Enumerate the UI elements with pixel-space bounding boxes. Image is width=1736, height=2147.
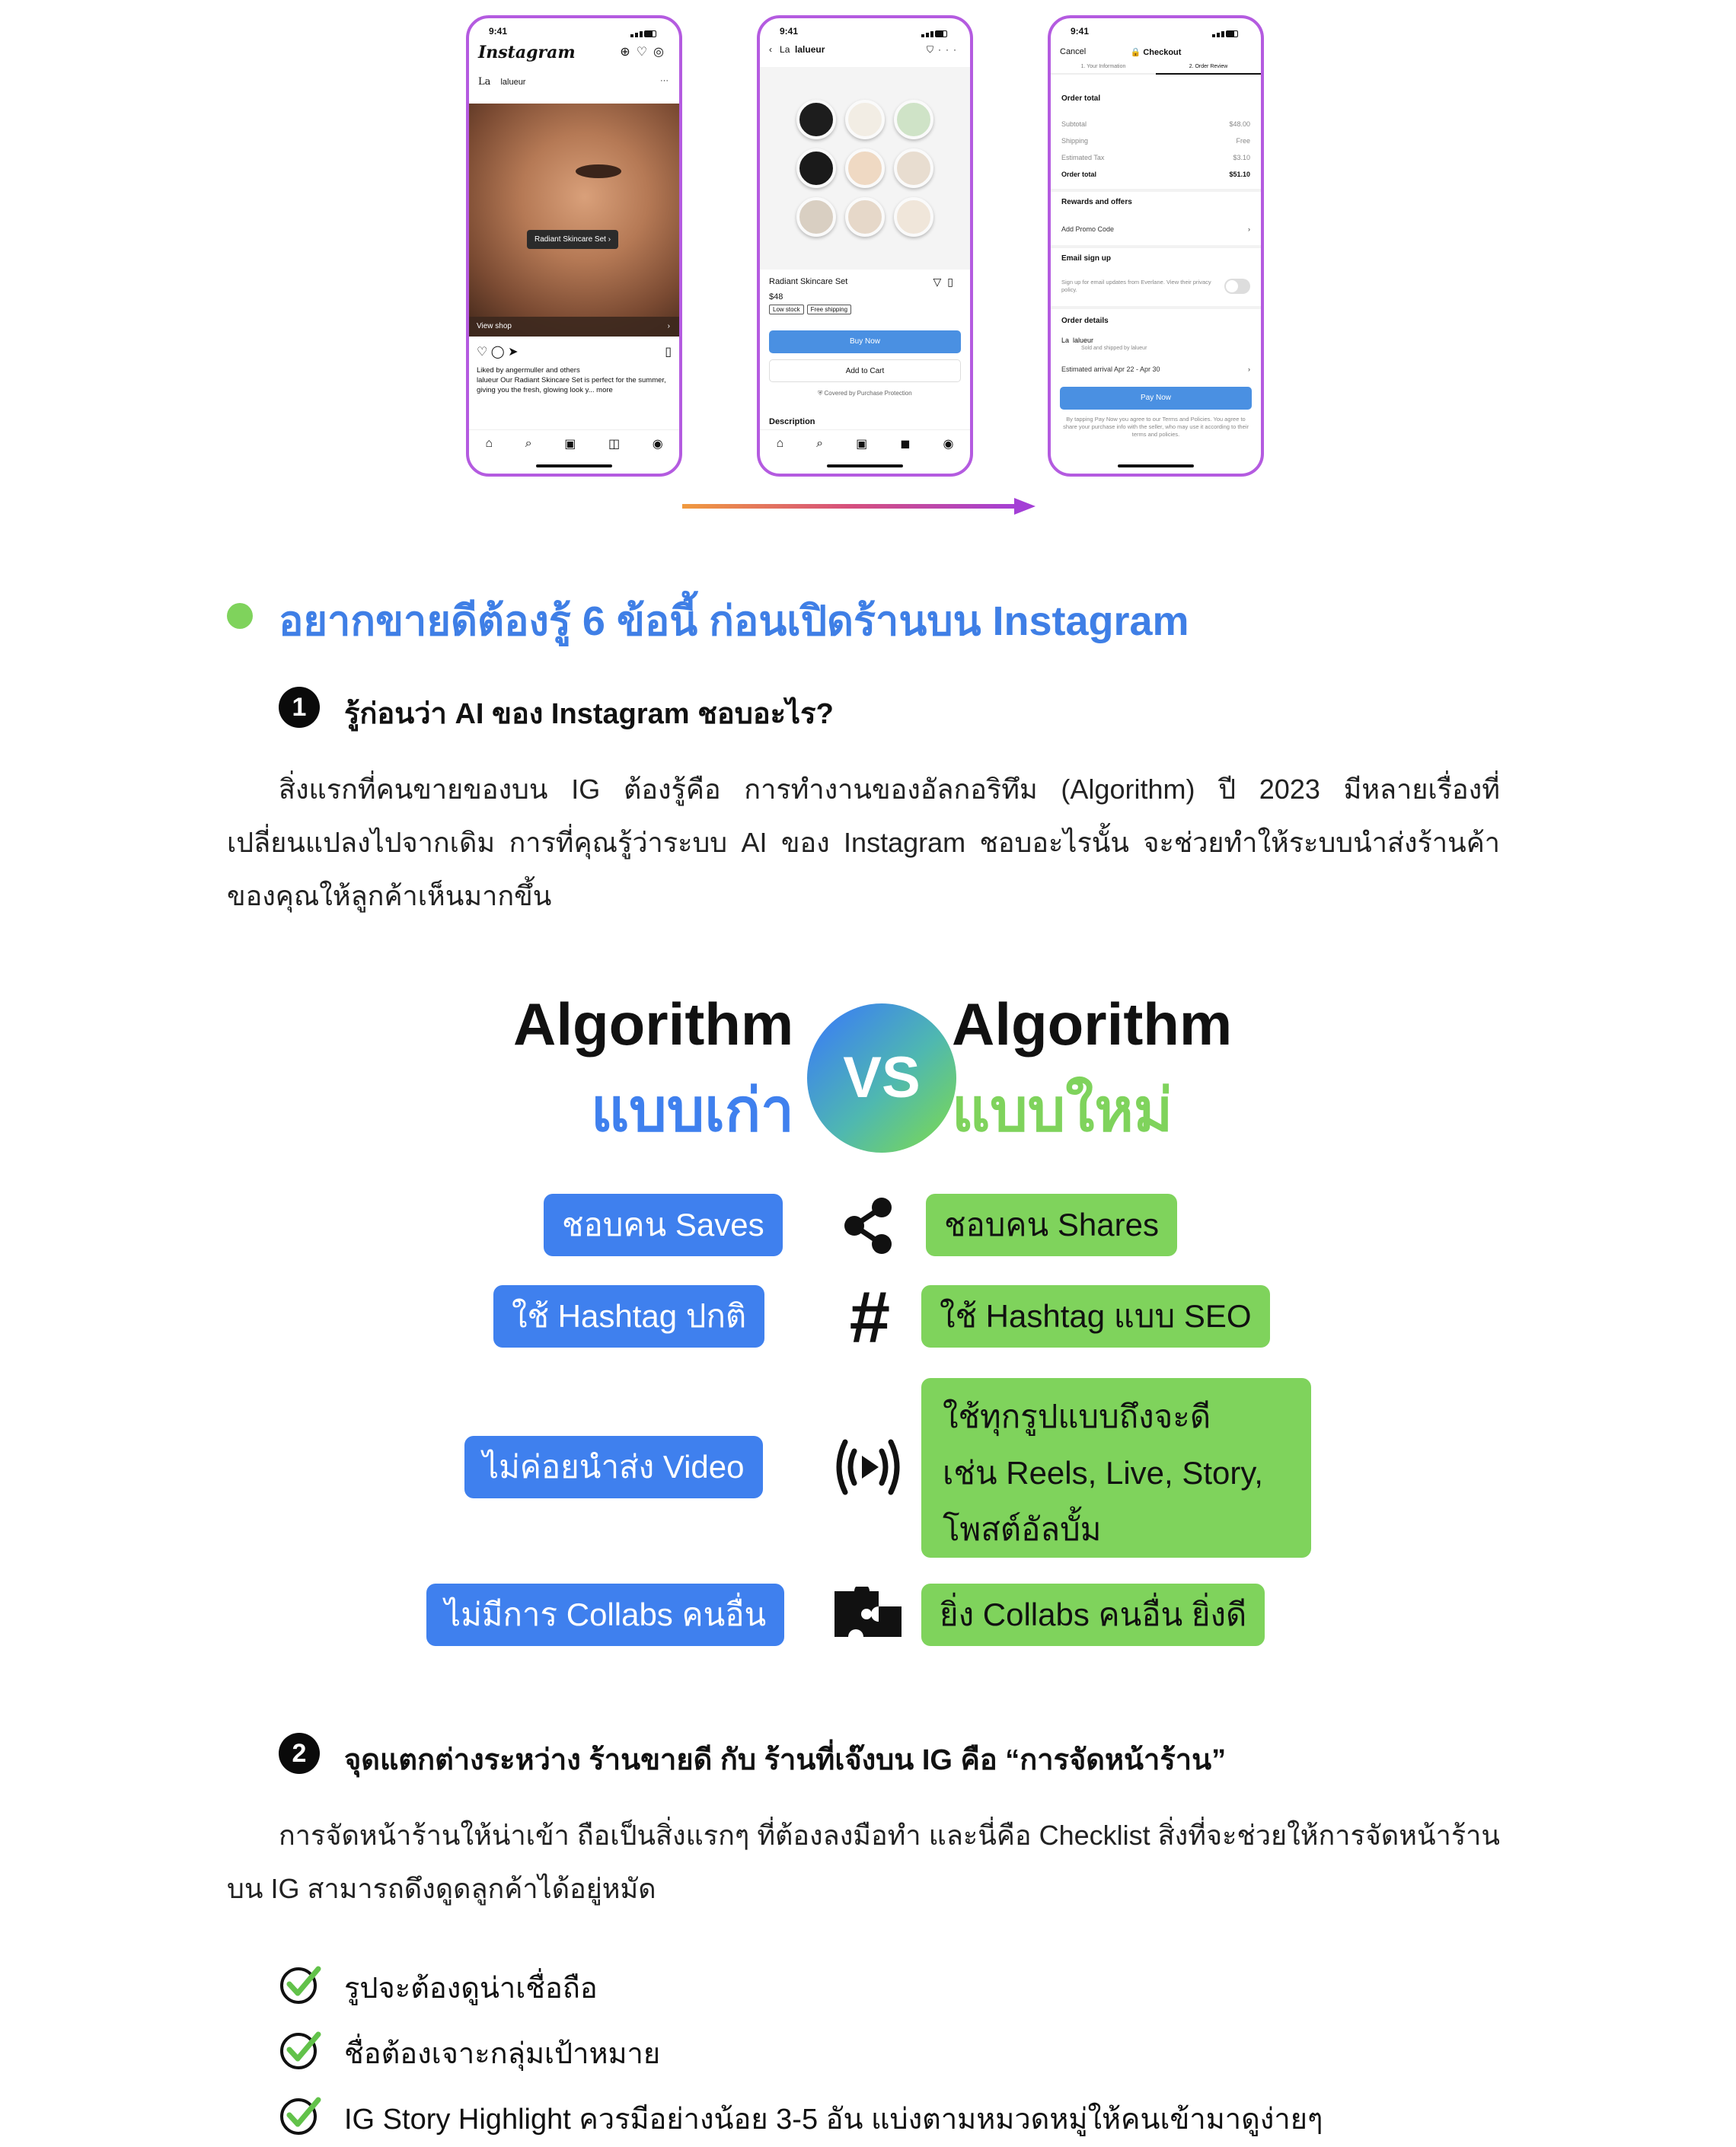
tax-row: Estimated Tax $3.10	[1061, 154, 1250, 161]
product-title: Radiant Skincare Set	[769, 277, 848, 286]
rewards-heading: Rewards and offers	[1061, 198, 1132, 206]
skincare-jar	[796, 197, 836, 237]
product-badges	[769, 306, 854, 313]
arrival-row[interactable]: Estimated arrival Apr 22 - Apr 30 ›	[1061, 365, 1250, 373]
instagram-logo: Instagram	[478, 43, 576, 62]
new-all-formats-line-3: โพสต์อัลบั้ม	[943, 1511, 1102, 1547]
view-shop-bar[interactable]	[469, 317, 679, 337]
send-icon[interactable]: ➤	[508, 346, 519, 359]
email-text: Sign up for email updates from Everlane. View their privacy policy.	[1061, 279, 1211, 293]
post-header	[478, 76, 670, 93]
step-information[interactable]: 1. Your Information	[1051, 64, 1156, 75]
flow-arrow	[682, 496, 1040, 516]
account-name[interactable]: lalueur	[795, 44, 825, 55]
post-photo[interactable]	[469, 104, 679, 337]
reels-icon[interactable]: ▣	[564, 437, 576, 451]
comment-icon[interactable]: ◯	[490, 346, 505, 359]
number-badge-1: 1	[279, 687, 320, 728]
old-algorithm-word: Algorithm	[513, 991, 794, 1058]
product-header	[769, 44, 961, 61]
post-caption	[477, 365, 672, 395]
status-time: 9:41	[780, 26, 799, 37]
order-details-heading: Order details	[1061, 317, 1109, 325]
cancel-button[interactable]: Cancel	[1060, 47, 1087, 56]
new-collabs: ยิ่ง Collabs คนอื่น ยิ่งดี	[921, 1584, 1265, 1646]
status-time: 9:41	[489, 26, 508, 37]
more-icon[interactable]: ···	[938, 44, 961, 55]
profile-icon[interactable]: ◉	[652, 437, 663, 451]
signal-battery-icon	[921, 27, 953, 34]
skincare-jar	[796, 100, 836, 139]
skincare-jar	[845, 197, 885, 237]
shop-icon[interactable]: ◼	[900, 437, 911, 451]
status-time: 9:41	[1071, 26, 1090, 37]
promo-code-row[interactable]: Add Promo Code ›	[1061, 225, 1250, 233]
description-heading[interactable]: Description	[769, 417, 815, 426]
more-icon[interactable]: ···	[660, 76, 669, 85]
new-all-formats-line-2: เช่น Reels, Live, Story,	[943, 1455, 1263, 1491]
heading-bullet	[227, 603, 253, 629]
email-heading: Email sign up	[1061, 254, 1112, 263]
step-order-review[interactable]: 2. Order Review	[1156, 64, 1261, 75]
pay-now-button[interactable]: Pay Now	[1060, 387, 1252, 410]
old-hashtag: ใช้ Hashtag ปกติ	[493, 1285, 764, 1348]
new-all-formats	[921, 1378, 1311, 1558]
reels-icon[interactable]: ▣	[856, 437, 868, 451]
checkout-steps	[1051, 64, 1261, 75]
seller-sub: Sold and shipped by lalueur	[1081, 346, 1147, 351]
share-icon	[838, 1195, 898, 1256]
skincare-jar	[845, 148, 885, 188]
post-actions	[477, 344, 672, 359]
profile-icon[interactable]: ◉	[943, 437, 954, 451]
status-bar	[760, 24, 970, 38]
product-tag[interactable]: Radiant Skincare Set ›	[527, 230, 618, 249]
seller-row: La lalueur	[1061, 337, 1094, 344]
top-actions	[620, 44, 670, 59]
signal-battery-icon	[1212, 27, 1244, 34]
paragraph-2: การจัดหน้าร้านให้น่าเข้า ถือเป็นสิ่งแรกๆ ที่ต้องลงมือทำ และนี่คือ Checklist สิ่งที่จะช่วยให้การจัดหน้าร้านบน IG สามารถดึงดูดลูกค้าได้อยู่หมัด	[227, 1820, 1500, 1904]
section-heading: อยากขายดีต้องรู้ 6 ข้อนี้ ก่อนเปิดร้านบน Instagram	[279, 598, 1189, 644]
skincare-jar	[894, 197, 933, 237]
new-shares: ชอบคน Shares	[926, 1194, 1177, 1256]
checkout-header	[1060, 47, 1252, 61]
video-broadcast-icon	[830, 1433, 906, 1501]
badge-low-stock: Low stock	[769, 305, 804, 314]
checklist-item: ชื่อต้องเจาะกลุ่มเป้าหมาย	[344, 2038, 661, 2070]
add-to-cart-button[interactable]: Add to Cart	[769, 359, 961, 382]
view-shop-label: View shop	[477, 322, 512, 330]
old-saves: ชอบคน Saves	[544, 1194, 783, 1256]
phone-instagram-feed	[466, 15, 682, 477]
skincare-jar	[796, 148, 836, 188]
check-circle-icon	[279, 1961, 323, 2005]
checklist-item: รูปจะต้องดูน่าเชื่อถือ	[344, 1973, 598, 2005]
phone-product-page	[757, 15, 973, 477]
old-video: ไม่ค่อยนำส่ง Video	[464, 1436, 763, 1498]
total-row: Order total $51.10	[1061, 171, 1250, 178]
bottom-nav	[469, 429, 679, 457]
divider	[1051, 189, 1261, 192]
bookmark-icon[interactable]: ▯	[665, 346, 672, 359]
new-algorithm-word: Algorithm	[952, 991, 1233, 1058]
heart-icon[interactable]: ♡	[636, 46, 654, 59]
account-logo: La	[780, 44, 790, 55]
vs-badge: VS	[807, 1003, 956, 1153]
home-icon[interactable]: ⌂	[485, 436, 493, 450]
check-circle-icon	[279, 2092, 323, 2136]
search-icon[interactable]: ⌕	[525, 436, 532, 450]
caption-text: lalueur Our Radiant Skincare Set is perfect for the summer, giving you the fresh, glowing look y... more	[477, 376, 666, 394]
subheading-2: จุดแตกต่างระหว่าง ร้านขายดี กับ ร้านที่เจ๊งบน IG คือ “การจัดหน้าร้าน”	[344, 1744, 1227, 1776]
terms-fine-print: By tapping Pay Now you agree to our Terms and Policies. You agree to share your purchase info with the seller, who may use it according to their terms and policies.	[1063, 416, 1249, 438]
checkout-title: 🔒 Checkout	[1130, 48, 1182, 57]
chevron-right-icon: ›	[667, 322, 670, 330]
account-logo: La	[478, 76, 491, 88]
signal-battery-icon	[630, 27, 662, 34]
product-actions	[933, 276, 960, 289]
liked-by: Liked by angermuller and others	[477, 366, 580, 375]
phone-checkout	[1048, 15, 1264, 477]
home-indicator	[536, 464, 612, 467]
purchase-protection: ⛨ Covered by Purchase Protection	[818, 390, 912, 397]
bottom-nav	[760, 429, 970, 457]
skincare-jar	[894, 148, 933, 188]
number-badge-2: 2	[279, 1733, 320, 1774]
divider	[1051, 245, 1261, 248]
puzzle-icon	[831, 1587, 905, 1641]
subheading-1: รู้ก่อนว่า AI ของ Instagram ชอบอะไร?	[344, 698, 834, 730]
bookmark-icon[interactable]: ▯	[947, 276, 959, 288]
check-circle-icon	[279, 2027, 323, 2071]
messenger-icon[interactable]: ◎	[653, 46, 670, 59]
new-hashtag-seo: ใช้ Hashtag แบบ SEO	[921, 1285, 1270, 1348]
new-all-formats-line-1: ใช้ทุกรูปแบบถึงจะดี	[943, 1399, 1211, 1434]
status-bar	[1051, 24, 1261, 38]
buy-now-button[interactable]: Buy Now	[769, 330, 961, 353]
old-algorithm-label: แบบเก่า	[591, 1077, 794, 1144]
skincare-jar	[894, 100, 933, 139]
subtotal-row: Subtotal $48.00	[1061, 120, 1250, 128]
like-icon[interactable]: ♡	[477, 346, 488, 359]
filter-icon[interactable]: ▽	[933, 276, 948, 288]
checklist-item: IG Story Highlight ควรมีอย่างน้อย 3-5 อัน แบ่งตามหมวดหมู่ให้คนเข้ามาดูง่ายๆ	[344, 2104, 1323, 2136]
home-icon[interactable]: ⌂	[776, 436, 784, 450]
status-bar	[469, 24, 679, 38]
badge-free-shipping: Free shipping	[807, 305, 851, 314]
back-icon[interactable]: ‹	[769, 44, 772, 55]
old-collabs: ไม่มีการ Collabs คนอื่น	[426, 1584, 784, 1646]
skincare-jar	[845, 100, 885, 139]
account-name[interactable]: lalueur	[500, 78, 526, 87]
divider	[1051, 306, 1261, 309]
cart-icon[interactable]: ⛉	[926, 44, 938, 55]
paragraph-1: สิ่งแรกที่คนขายของบน IG ต้องรู้คือ การทำงานของอัลกอริทึม (Algorithm) ปี 2023 มีหลายเรื่องที่เปลี่ยนแปลงไปจากเดิม การที่คุณรู้ว่าระบบ AI ของ Instagram ชอบอะไรนั้น จะช่วยทำให้ระบบนำส่งร้านค้าของคุณให้ลูกค้าเห็นมากขึ้น	[227, 774, 1500, 911]
product-image[interactable]	[760, 67, 970, 270]
product-price: $48	[769, 292, 783, 301]
search-icon[interactable]: ⌕	[816, 436, 824, 450]
home-indicator	[827, 464, 903, 467]
add-icon[interactable]: ⊕	[620, 46, 637, 59]
home-indicator	[1118, 464, 1194, 467]
order-total-heading: Order total	[1061, 94, 1101, 103]
photo-detail	[576, 164, 621, 178]
new-algorithm-label: แบบใหม่	[952, 1077, 1173, 1144]
shop-icon[interactable]: ◫	[608, 437, 621, 451]
shipping-row: Shipping Free	[1061, 137, 1250, 145]
hashtag-icon: #	[848, 1277, 889, 1358]
email-toggle[interactable]	[1224, 279, 1250, 294]
